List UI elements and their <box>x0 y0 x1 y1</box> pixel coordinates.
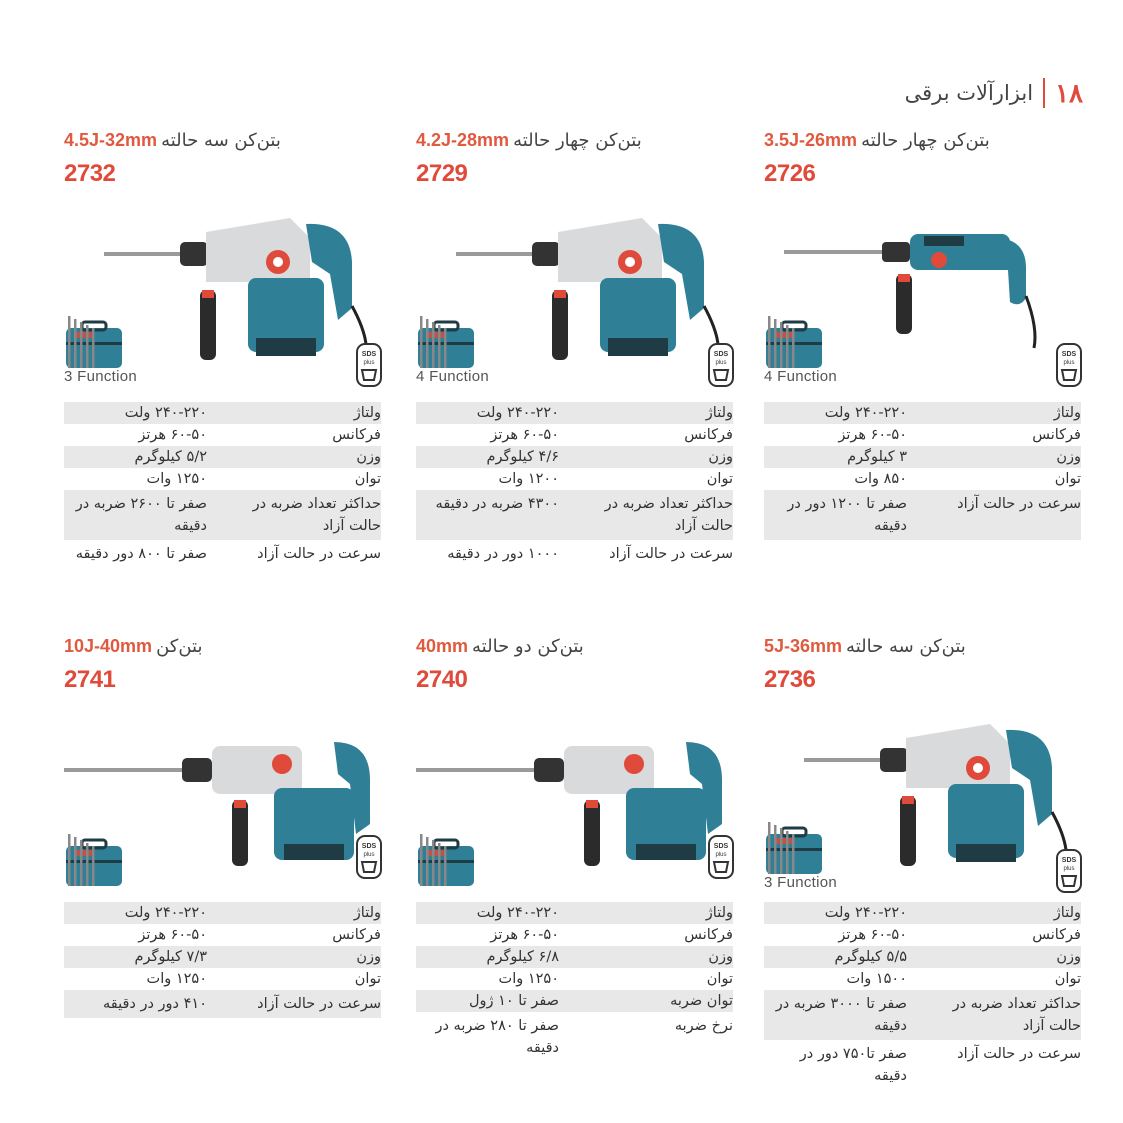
drill-bit <box>104 252 184 256</box>
spec-label: فرکانس <box>684 427 733 443</box>
chuck <box>880 748 908 772</box>
spec-label: فرکانس <box>332 927 381 943</box>
spec-value: ۶۰-۵۰ هرتز <box>838 927 907 943</box>
drill-bits-icon <box>764 818 800 878</box>
spec-value: ۱۵۰۰ وات <box>846 971 907 987</box>
spec-table <box>64 902 381 1018</box>
product-image <box>416 178 733 388</box>
product-card <box>64 636 381 1096</box>
spec-label: وزن <box>1056 449 1081 465</box>
mode-selector <box>272 754 292 774</box>
product-image <box>416 684 733 894</box>
side-handle <box>200 290 216 360</box>
sds-plus-icon <box>706 834 736 880</box>
side-handle <box>584 800 600 866</box>
spec-row <box>416 902 733 924</box>
spec-row <box>764 902 1081 924</box>
spec-row <box>416 402 733 424</box>
drill-bits-icon <box>64 830 100 890</box>
spec-value: ۳ کیلوگرم <box>847 449 907 465</box>
svg-text:plus: plus <box>715 360 727 366</box>
model-number: 2741 <box>64 666 116 693</box>
spec-label: سرعت در حالت آزاد <box>257 546 381 562</box>
spec-value: ۶۰-۵۰ هرتز <box>138 427 207 443</box>
spec-value: ۵/۲ کیلوگرم <box>134 449 207 465</box>
spec-label: توان ضربه <box>670 993 733 1009</box>
spec-value: ۶۰-۵۰ هرتز <box>838 427 907 443</box>
product-image <box>764 178 1081 388</box>
spec-row <box>764 424 1081 446</box>
spec-label: حداکثر تعداد ضربه در حالت آزاد <box>604 496 733 534</box>
sds-plus-icon <box>354 342 384 388</box>
spec-value: ۶۰-۵۰ هرتز <box>138 927 207 943</box>
product-title <box>416 636 733 662</box>
spec-row <box>416 490 733 540</box>
spec-label: توان <box>706 471 733 487</box>
spec-label: حداکثر تعداد ضربه در حالت آزاد <box>252 496 381 534</box>
spec-row <box>764 446 1081 468</box>
spec-label: وزن <box>708 449 733 465</box>
spec-table <box>764 902 1081 1090</box>
spec-table <box>64 402 381 568</box>
page-title: ابزارآلات برقی <box>904 81 1034 105</box>
product-title <box>64 130 381 156</box>
spec-row <box>764 402 1081 424</box>
spec-row <box>64 924 381 946</box>
spec-row <box>64 446 381 468</box>
spec-label: فرکانس <box>332 427 381 443</box>
drill-bits-icon <box>764 312 800 372</box>
spec-label: ولتاژ <box>705 405 733 421</box>
product-spec: 4.2J-28mm <box>416 130 510 150</box>
spec-label: سرعت در حالت آزاد <box>257 996 381 1012</box>
spec-value: صفر تا ۸۰۰ دور دقیقه <box>75 546 207 562</box>
spec-value: ۴/۶ کیلوگرم <box>486 449 559 465</box>
spec-value: ۴۱۰ دور در دقیقه <box>103 996 207 1012</box>
spec-value: ۶۰-۵۰ هرتز <box>490 927 559 943</box>
product-title <box>764 130 1081 156</box>
spec-value: ۴۳۰۰ ضربه در دقیقه <box>435 496 559 512</box>
spec-value: ۷/۳ کیلوگرم <box>134 949 207 965</box>
gear-housing <box>906 724 1010 788</box>
product-title <box>64 636 381 662</box>
spec-row <box>416 990 733 1012</box>
chuck <box>182 758 212 782</box>
product-spec: 4.5J-32mm <box>64 130 158 150</box>
spec-row <box>64 402 381 424</box>
spec-value: صفر تا ۱۲۰۰ دور در دقیقه <box>787 496 907 534</box>
spec-label: فرکانس <box>684 927 733 943</box>
spec-label: توان <box>354 471 381 487</box>
function-count: 3 Function <box>764 874 838 891</box>
sds-plus-icon <box>1054 342 1084 388</box>
spec-label: ولتاژ <box>705 905 733 921</box>
spec-row <box>416 1012 733 1062</box>
svg-text:plus: plus <box>1063 360 1075 366</box>
chuck <box>882 242 910 262</box>
spec-value: ۱۲۵۰ وات <box>498 971 559 987</box>
spec-row <box>764 924 1081 946</box>
spec-label: توان <box>1054 471 1081 487</box>
spec-label: وزن <box>356 449 381 465</box>
sds-plus-icon <box>354 834 384 880</box>
spec-row <box>764 490 1081 540</box>
mode-selector <box>931 252 947 268</box>
spec-row <box>64 468 381 490</box>
spec-row <box>764 990 1081 1040</box>
product-name: بتن‌کن چهار حالته <box>861 130 990 151</box>
product-image <box>64 178 381 388</box>
spec-label: وزن <box>356 949 381 965</box>
svg-text:plus: plus <box>715 852 727 858</box>
spec-label: توان <box>354 971 381 987</box>
spec-row <box>64 902 381 924</box>
spec-row <box>764 468 1081 490</box>
spec-row <box>64 424 381 446</box>
handle <box>990 238 1026 304</box>
function-count: 4 Function <box>416 368 490 385</box>
spec-label: توان <box>1054 971 1081 987</box>
drill-bit <box>416 768 536 772</box>
spec-value: ۶۰-۵۰ هرتز <box>490 427 559 443</box>
product-name: بتن‌کن سه حالته <box>846 636 966 657</box>
spec-value: ۲۴۰-۲۲۰ ولت <box>476 905 559 921</box>
side-handle <box>552 290 568 360</box>
product-name: بتن‌کن سه حالته <box>161 130 281 151</box>
model-number: 2726 <box>764 160 816 187</box>
product-spec: 5J-36mm <box>764 636 843 656</box>
spec-value: ۵/۵ کیلوگرم <box>834 949 907 965</box>
spec-value: ۶/۸ کیلوگرم <box>486 949 559 965</box>
product-name: بتن‌کن دو حالته <box>472 636 584 657</box>
svg-text:SDS: SDS <box>1061 857 1077 864</box>
sds-plus-icon <box>706 342 736 388</box>
spec-value: ۱۰۰۰ دور در دقیقه <box>447 546 559 562</box>
spec-label: سرعت در حالت آزاد <box>609 546 733 562</box>
product-card <box>64 130 381 590</box>
svg-text:plus: plus <box>1063 866 1075 872</box>
drill-bits-icon <box>416 312 452 372</box>
spec-value: ۱۲۰۰ وات <box>498 471 559 487</box>
spec-row <box>416 424 733 446</box>
spec-value: صفر تا۷۵۰ دور در دقیقه <box>799 1046 907 1084</box>
spec-value: صفر تا ۱۰ ژول <box>468 993 559 1009</box>
drill-bit <box>804 758 884 762</box>
drill-bit <box>64 768 184 772</box>
spec-value: ۸۵۰ وات <box>854 471 907 487</box>
spec-label: توان <box>706 971 733 987</box>
spec-value: صفر تا ۳۰۰۰ ضربه در دقیقه <box>775 996 907 1034</box>
product-card <box>416 636 733 1096</box>
side-handle <box>896 274 912 334</box>
spec-value: ۱۲۵۰ وات <box>146 471 207 487</box>
drill-bits-icon <box>64 312 100 372</box>
sds-plus-icon <box>1054 848 1084 894</box>
product-spec: 3.5J-26mm <box>764 130 858 150</box>
spec-label: ولتاژ <box>1053 905 1081 921</box>
function-count: 4 Function <box>764 368 838 385</box>
product-image <box>764 684 1081 894</box>
spec-label: ولتاژ <box>353 905 381 921</box>
product-spec: 40mm <box>416 636 469 656</box>
spec-value: ۲۴۰-۲۲۰ ولت <box>476 405 559 421</box>
product-card <box>416 130 733 590</box>
spec-row <box>64 540 381 568</box>
next-product-fragment <box>764 1116 964 1123</box>
page-header <box>905 76 1083 110</box>
spec-row <box>416 468 733 490</box>
svg-text:plus: plus <box>363 360 375 366</box>
page-number: ۱۸ <box>1055 77 1083 108</box>
spec-row <box>416 540 733 568</box>
spec-row <box>64 990 381 1018</box>
product-image <box>64 684 381 894</box>
spec-row <box>64 490 381 540</box>
product-spec: 10J-40mm <box>64 636 153 656</box>
svg-text:SDS: SDS <box>1061 351 1077 358</box>
drill-bits-icon <box>416 830 452 890</box>
gear-housing <box>558 218 662 282</box>
spec-row <box>416 968 733 990</box>
drill-bit <box>456 252 536 256</box>
spec-value: صفر تا ۲۸۰ ضربه در دقیقه <box>435 1018 559 1056</box>
spec-table <box>416 402 733 568</box>
next-product-fragment <box>64 1116 264 1123</box>
drill-bit <box>784 250 884 254</box>
function-count: 3 Function <box>64 368 138 385</box>
svg-text:SDS: SDS <box>713 351 729 358</box>
model-number: 2732 <box>64 160 116 187</box>
product-name: بتن‌کن <box>156 636 203 657</box>
spec-row <box>764 1040 1081 1090</box>
model-number: 2740 <box>416 666 468 693</box>
model-number: 2736 <box>764 666 816 693</box>
spec-row <box>416 446 733 468</box>
mode-selector <box>624 754 644 774</box>
spec-label: ولتاژ <box>353 405 381 421</box>
spec-label: نرخ ضربه <box>674 1018 733 1034</box>
spec-value: ۲۴۰-۲۲۰ ولت <box>124 405 207 421</box>
side-handle <box>232 800 248 866</box>
spec-row <box>416 924 733 946</box>
spec-label: فرکانس <box>1032 427 1081 443</box>
product-title <box>416 130 733 156</box>
spec-label: سرعت در حالت آزاد <box>957 1046 1081 1062</box>
svg-text:SDS: SDS <box>713 843 729 850</box>
product-card <box>764 636 1081 1096</box>
chuck <box>180 242 208 266</box>
spec-label: سرعت در حالت آزاد <box>957 496 1081 512</box>
spec-label: وزن <box>1056 949 1081 965</box>
spec-label: وزن <box>708 949 733 965</box>
spec-value: ۲۴۰-۲۲۰ ولت <box>824 905 907 921</box>
spec-value: ۱۲۵۰ وات <box>146 971 207 987</box>
side-handle <box>900 796 916 866</box>
product-card <box>764 130 1081 590</box>
spec-row <box>764 946 1081 968</box>
svg-text:SDS: SDS <box>361 843 377 850</box>
spec-row <box>764 968 1081 990</box>
spec-label: فرکانس <box>1032 927 1081 943</box>
gear-housing <box>206 218 310 282</box>
spec-table <box>764 402 1081 540</box>
chuck <box>534 758 564 782</box>
spec-value: ۲۴۰-۲۲۰ ولت <box>824 405 907 421</box>
svg-text:plus: plus <box>363 852 375 858</box>
svg-text:SDS: SDS <box>361 351 377 358</box>
header-divider <box>1043 78 1045 108</box>
spec-row <box>64 946 381 968</box>
product-title <box>764 636 1081 662</box>
spec-value: ۲۴۰-۲۲۰ ولت <box>124 905 207 921</box>
spec-row <box>64 968 381 990</box>
product-name: بتن‌کن چهار حالته <box>513 130 642 151</box>
model-number: 2729 <box>416 160 468 187</box>
spec-label: ولتاژ <box>1053 405 1081 421</box>
spec-label: حداکثر تعداد ضربه در حالت آزاد <box>952 996 1081 1034</box>
chuck <box>532 242 560 266</box>
spec-row <box>416 946 733 968</box>
spec-value: صفر تا ۲۶۰۰ ضربه در دقیقه <box>75 496 207 534</box>
spec-table <box>416 902 733 1062</box>
